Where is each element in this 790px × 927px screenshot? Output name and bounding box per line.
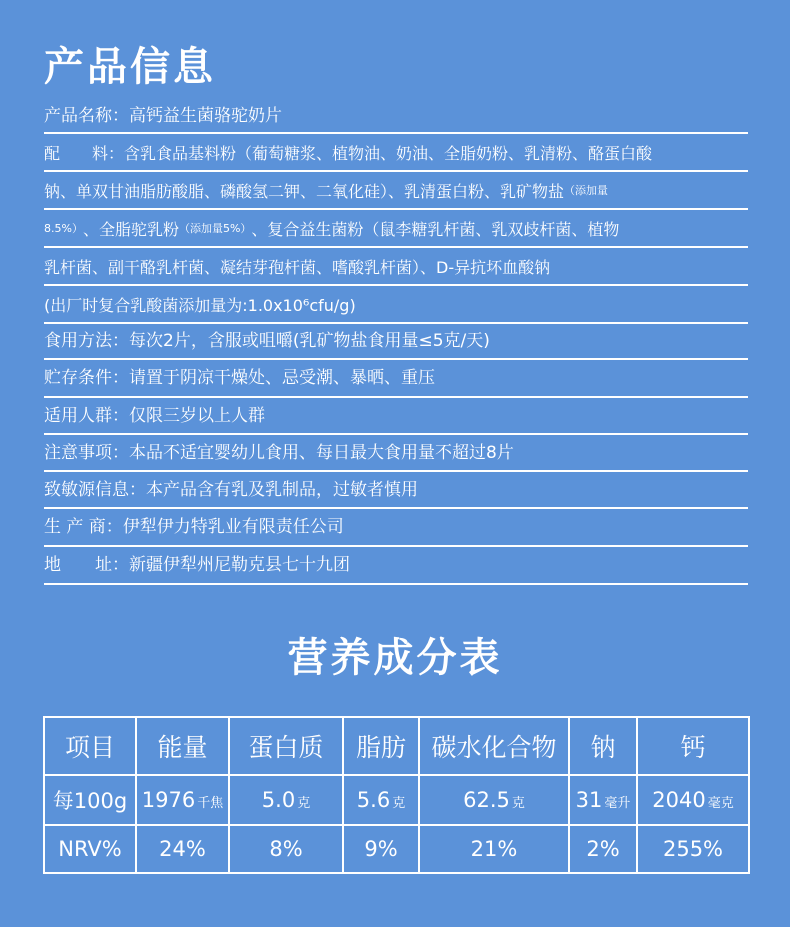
per100g-energy-value: 1976 [141,788,196,812]
ingredients-label: 配 料： [44,143,125,163]
row-notes [44,435,748,472]
ingredients-line-3 [44,210,748,248]
ingredients-text-3d: 、复合益生菌粉（鼠李糖乳杆菌、乳双歧杆菌、植物 [251,219,620,239]
row-storage [44,360,748,398]
per100g-energy-unit: 千焦 [197,796,224,811]
header-calcium: 钙 [637,717,749,775]
per100g-label: 每100g [44,775,136,825]
ingredients-note-3a: 8.5%） [44,222,83,235]
per100g-carb [419,775,569,825]
per100g-protein [229,775,343,825]
per100g-calcium [637,775,749,825]
nrv-energy: 24% [136,825,229,873]
nutrition-header-row [44,717,749,775]
row-allergen [44,472,748,509]
ingredients-text-4: 乳杆菌、副干酪乳杆菌、凝结芽孢杆菌、嗜酸乳杆菌）、D-异抗坏血酸钠 [44,257,551,277]
product-info-title: 产品信息 [44,44,216,90]
nutrition-row-per100g [44,775,749,825]
product-name-value: 高钙益生菌骆驼奶片 [129,106,282,126]
address-label: 地 址： [44,555,129,575]
nutrition-row-nrv [44,825,749,873]
notes-label: 注意事项： [44,442,129,463]
per100g-calcium-unit: 毫克 [707,796,734,811]
header-energy: 能量 [136,717,229,775]
nutrition-table [43,716,750,874]
header-protein: 蛋白质 [229,717,343,775]
per100g-energy [136,775,229,825]
nrv-fat: 9% [343,825,419,873]
row-audience [44,398,748,435]
allergen-label: 致敏源信息： [44,479,146,500]
ingredients-note-2: （添加量 [564,184,609,197]
row-product-name [44,100,748,134]
per100g-sodium-unit: 毫升 [604,796,631,811]
allergen-value: 本产品含有乳及乳制品，过敏者慎用 [146,479,418,500]
per100g-fat-unit: 克 [392,796,406,811]
address-value: 新疆伊犁州尼勒克县七十九团 [129,555,350,575]
nrv-carb: 21% [419,825,569,873]
ingredients-line-4 [44,248,748,286]
per100g-carb-value: 62.5 [463,788,510,812]
ingredients-text-5: (出厂时复合乳酸菌添加量为:1.0x10⁶cfu/g) [44,295,356,315]
row-producer [44,509,748,547]
per100g-sodium [569,775,637,825]
header-carb: 碳水化合物 [419,717,569,775]
ingredients-line-5 [44,286,748,324]
nrv-label: NRV% [44,825,136,873]
per100g-carb-unit: 克 [511,796,525,811]
nrv-protein: 8% [229,825,343,873]
ingredients-note-3c: （添加量5%） [178,222,252,235]
audience-label: 适用人群： [44,405,129,426]
ingredients-text-2: 钠、单双甘油脂肪酸脂、磷酸氢二钾、二氧化硅）、乳清蛋白粉、乳矿物盐 [44,181,565,201]
storage-value: 请置于阴凉干燥处、忌受潮、暴晒、重压 [129,368,435,388]
per100g-calcium-value: 2040 [652,788,706,812]
header-fat: 脂肪 [343,717,419,775]
producer-label: 生 产 商： [44,517,123,537]
nutrition-title: 营养成分表 [287,635,503,681]
ingredients-text-1: 含乳食品基料粉（葡萄糖浆、植物油、奶油、全脂奶粉、乳清粉、酪蛋白酸 [124,143,653,163]
per100g-protein-value: 5.0 [261,788,296,812]
per100g-protein-unit: 克 [297,796,311,811]
header-item: 项目 [44,717,136,775]
usage-label: 食用方法： [44,331,129,351]
ingredients-text-3b: 、全脂驼乳粉 [82,219,179,239]
nrv-calcium: 255% [637,825,749,873]
row-address [44,547,748,585]
storage-label: 贮存条件： [44,368,129,388]
ingredients-line-2 [44,172,748,210]
audience-value: 仅限三岁以上人群 [129,405,265,426]
per100g-fat [343,775,419,825]
usage-value: 每次2片，含服或咀嚼(乳矿物盐食用量≤5克/天) [129,331,490,351]
per100g-sodium-value: 31 [575,788,603,812]
producer-value: 伊犁伊力特乳业有限责任公司 [122,517,344,537]
row-usage [44,324,748,360]
product-info-list [44,100,748,585]
per100g-fat-value: 5.6 [356,788,391,812]
ingredients-line-1 [44,134,748,172]
header-sodium: 钠 [569,717,637,775]
nrv-sodium: 2% [569,825,637,873]
product-name-label: 产品名称： [44,106,129,126]
row-ingredients [44,134,748,324]
notes-value: 本品不适宜婴幼儿食用、每日最大食用量不超过8片 [129,442,514,463]
